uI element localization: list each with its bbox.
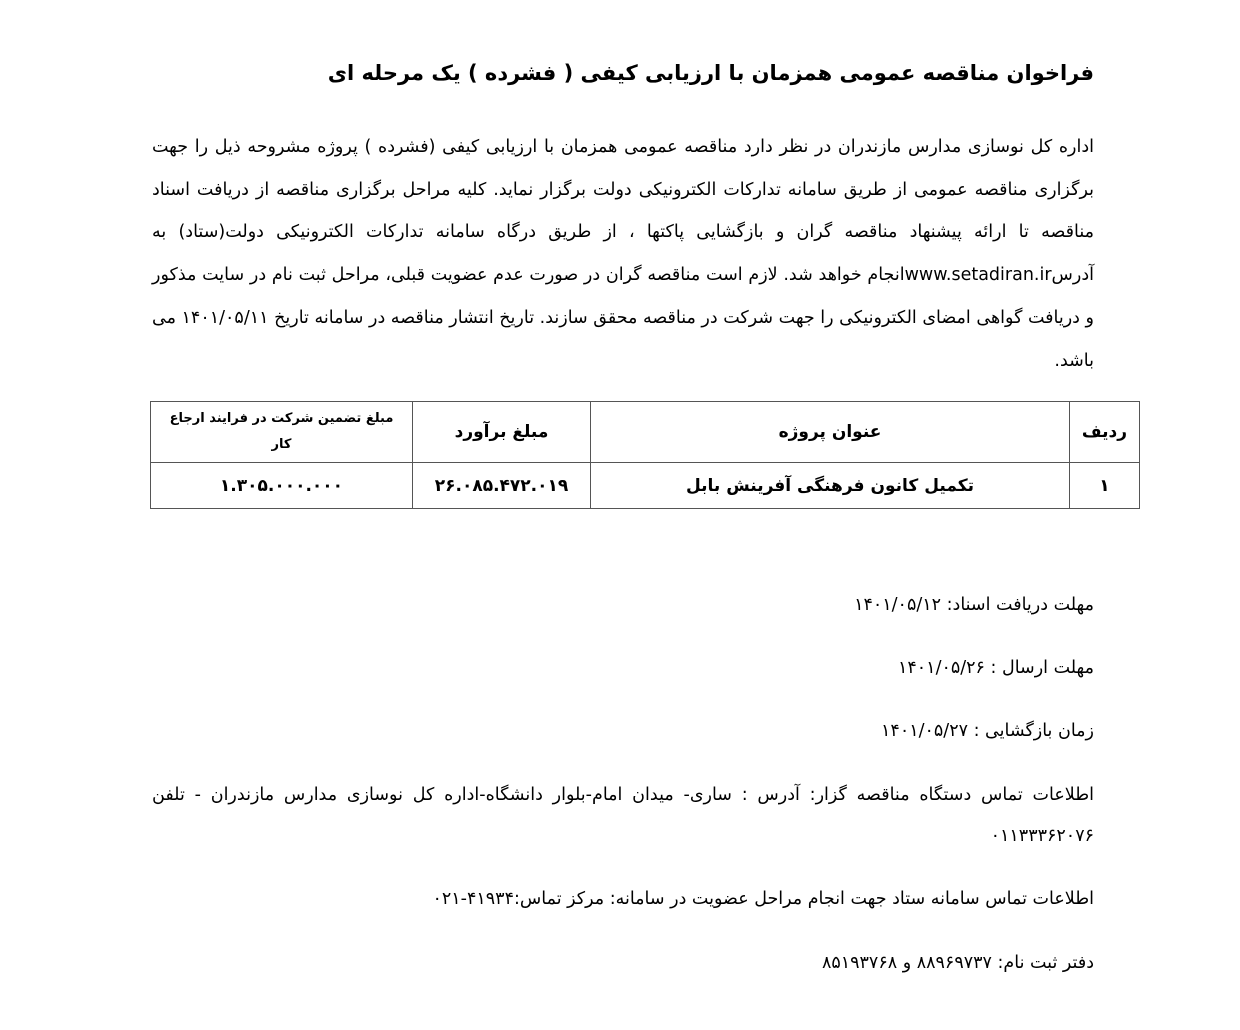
registry-office — [822, 945, 1094, 981]
table-row — [151, 463, 1140, 509]
opening-time: زمان بازگشایی : ۱۴۰۱/۰۵/۲۷ — [881, 721, 1094, 741]
setad-contact-phone: ۰۲۱-۴۱۹۳۴ — [432, 889, 514, 909]
organizer-phone: ۰۱۱۳۳۳۶۲۰۷۶ — [990, 826, 1094, 846]
submit-deadline: مهلت ارسال : ۱۴۰۱/۰۵/۲۶ — [897, 658, 1094, 678]
notice-title: فراخوان مناقصه عمومی همزمان با ارزیابی کیفی ( فشرده ) یک مرحله ای — [327, 61, 1094, 85]
cell-project-title: تکمیل کانون فرهنگی آفرینش بابل — [591, 463, 1070, 509]
cell-guarantee: ۱.۳۰۵.۰۰۰.۰۰۰ — [151, 463, 413, 509]
header-estimate: مبلغ برآورد — [413, 402, 591, 463]
cell-estimate: ۲۶.۰۸۵.۴۷۲.۰۱۹ — [413, 463, 591, 509]
intro-text: اداره کل نوسازی مدارس مازندران در نظر دارد مناقصه عمومی همزمان با ارزیابی کیفی (فشرده ) پروژه مشروحه ذیل را جهت برگزاری مناقصه عمومی از طریق سامانه تدارکات الکترونیکی دولت برگزار نماید. کلیه مراحل برگزاری مناقصه از دریافت اسناد مناقصه تا ارائه پیشنهاد مناقصه گران و بازگشایی پاکتها ، از طریق درگاه سامانه تدارکات الکترونیکی دولت(ستاد) به آدرس — [152, 137, 1094, 286]
organizer-contact-text: اطلاعات تماس دستگاه مناقصه گزار: آدرس : ساری- میدان امام-بلوار دانشگاه-اداره کل نوسازی مدارس مازندران - تلفن — [152, 785, 1094, 805]
intro-paragraph — [152, 126, 1094, 382]
header-row-number: ردیف — [1070, 402, 1140, 463]
setad-contact — [432, 881, 1094, 917]
registry-phones: ۸۸۹۶۹۷۳۷ و ۸۵۱۹۳۷۶۸ — [821, 953, 992, 973]
header-guarantee: مبلغ تضمین شرکت در فرایند ارجاع کار — [151, 402, 413, 463]
table-header-row — [151, 402, 1140, 463]
registry-label: دفتر ثبت نام: — [997, 953, 1094, 973]
doc-deadline: مهلت دریافت اسناد: ۱۴۰۱/۰۵/۱۲ — [854, 595, 1094, 615]
intro-text-continued: انجام خواهد شد. لازم است مناقصه گران در صورت عدم عضویت قبلی، مراحل ثبت نام در سایت مذکور و دریافت گواهی امضای الکترونیکی را جهت شرکت در مناقصه محقق سازند. تاریخ انتشار مناقصه در سامانه تاریخ ۱۴۰۱/۰۵/۱۱ می باشد. — [152, 265, 1094, 371]
organizer-contact — [152, 775, 1094, 857]
setad-website-link[interactable]: www.setadiran.ir — [904, 265, 1052, 286]
setad-contact-label: اطلاعات تماس سامانه ستاد جهت انجام مراحل عضویت در سامانه: مرکز تماس: — [513, 889, 1094, 909]
cell-row-number: ۱ — [1070, 463, 1140, 509]
projects-table — [150, 401, 1140, 509]
header-project-title: عنوان پروژه — [591, 402, 1070, 463]
